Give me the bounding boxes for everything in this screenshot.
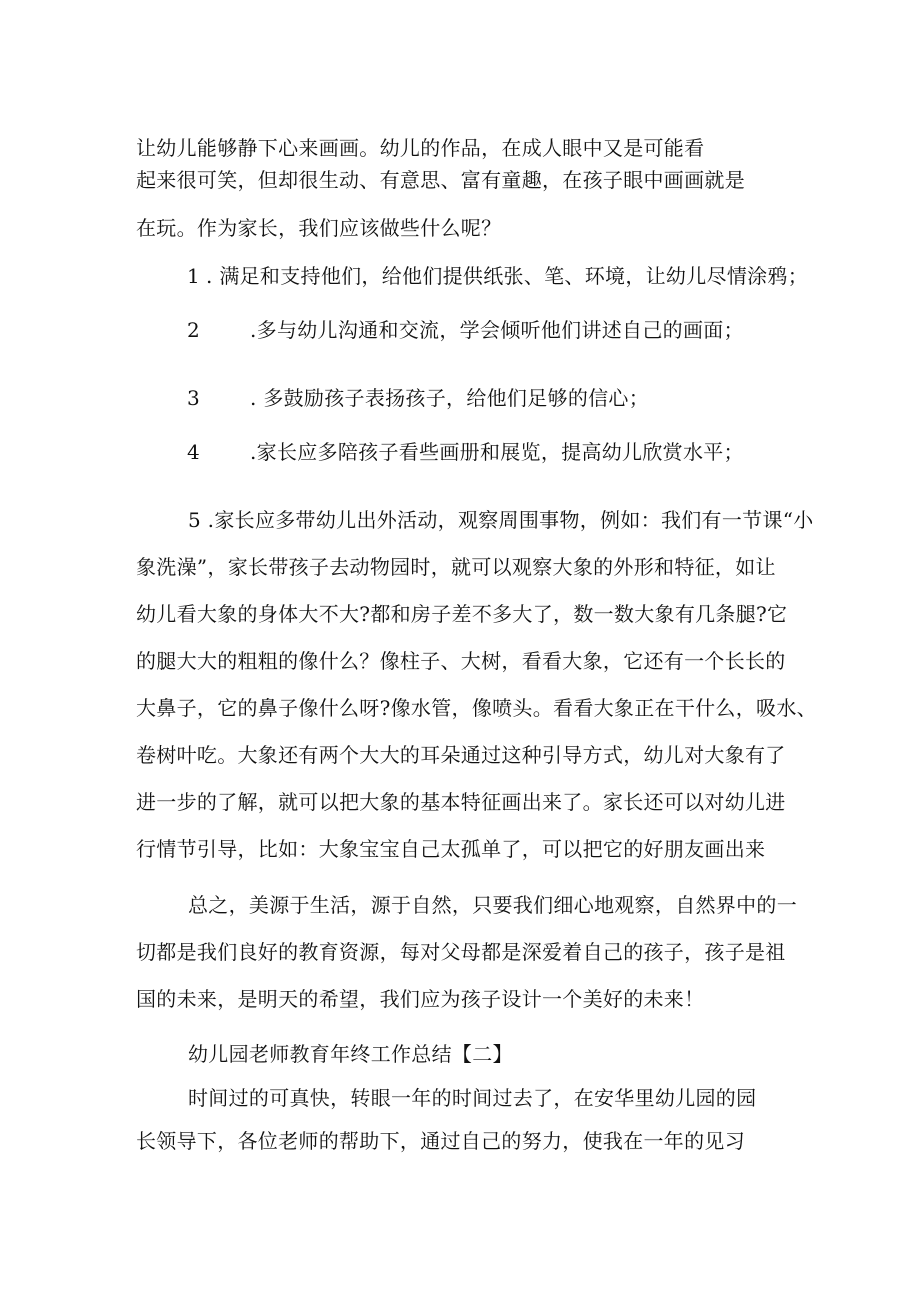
paragraph-line: 进一步的了解，就可以把大象的基本特征画出来了。家长还可以对幼儿进 xyxy=(136,790,786,814)
list-item-number: 2 xyxy=(187,318,200,342)
paragraph-line: 国的未来，是明天的希望，我们应为孩子设计一个美好的未来！ xyxy=(136,987,705,1011)
paragraph-line: 象洗澡”，家长带孩子去动物园时，就可以观察大象的外形和特征，如让 xyxy=(136,555,776,579)
section-title: 幼儿园老师教育年终工作总结【二】 xyxy=(188,1042,513,1066)
list-item-text: . 多鼓励孩子表扬孩子，给他们足够的信心； xyxy=(250,386,650,410)
paragraph-line: 卷树叶吃。大象还有两个大大的耳朵通过这种引导方式，幼儿对大象有了 xyxy=(136,743,786,767)
paragraph-line: 幼儿看大象的身体大不大?都和房子差不多大了，数一数大象有几条腿?它 xyxy=(136,602,788,626)
paragraph-line: 5 .家长应多带幼儿出外活动，观察周围事物，例如：我们有一节课“小 xyxy=(188,508,814,532)
paragraph-line: 大鼻子，它的鼻子像什么呀?像水管，像喷头。看看大象正在干什么，吸水、 xyxy=(136,696,817,720)
paragraph-line: 行情节引导，比如：大象宝宝自己太孤单了，可以把它的好朋友画出来 xyxy=(136,837,766,861)
paragraph-line: 切都是我们良好的教育资源，每对父母都是深爱着自己的孩子，孩子是祖 xyxy=(136,940,786,964)
intro-line-2: 起来很可笑，但却很生动、有意思、富有童趣，在孩子眼中画画就是 xyxy=(136,168,745,192)
paragraph-line: 的腿大大的粗粗的像什么？像柱子、大树，看看大象，它还有一个长长的 xyxy=(136,649,786,673)
list-item-number: 1 xyxy=(187,264,200,288)
list-item-text: .多与幼儿沟通和交流，学会倾听他们讲述自己的画面； xyxy=(250,318,744,342)
paragraph-line: 长领导下，各位老师的帮助下，通过自己的努力，使我在一年的见习 xyxy=(136,1129,745,1153)
paragraph-line: 时间过的可真快，转眼一年的时间过去了，在安华里幼儿园的园 xyxy=(188,1086,757,1110)
intro-line-1: 让幼儿能够静下心来画画。幼儿的作品，在成人眼中又是可能看 xyxy=(136,136,705,160)
list-item-number: 4 xyxy=(187,440,200,464)
list-item-number: 3 xyxy=(187,386,200,410)
intro-line-3: 在玩。作为家长，我们应该做些什么呢？ xyxy=(136,216,502,240)
paragraph-line: 总之，美源于生活，源于自然，只要我们细心地观察，自然界中的一 xyxy=(188,893,797,917)
list-item-text: .家长应多陪孩子看些画册和展览，提高幼儿欣赏水平； xyxy=(250,440,744,464)
list-item-text: . 满足和支持他们，给他们提供纸张、笔、环境，让幼儿尽情涂鸦； xyxy=(206,264,809,288)
